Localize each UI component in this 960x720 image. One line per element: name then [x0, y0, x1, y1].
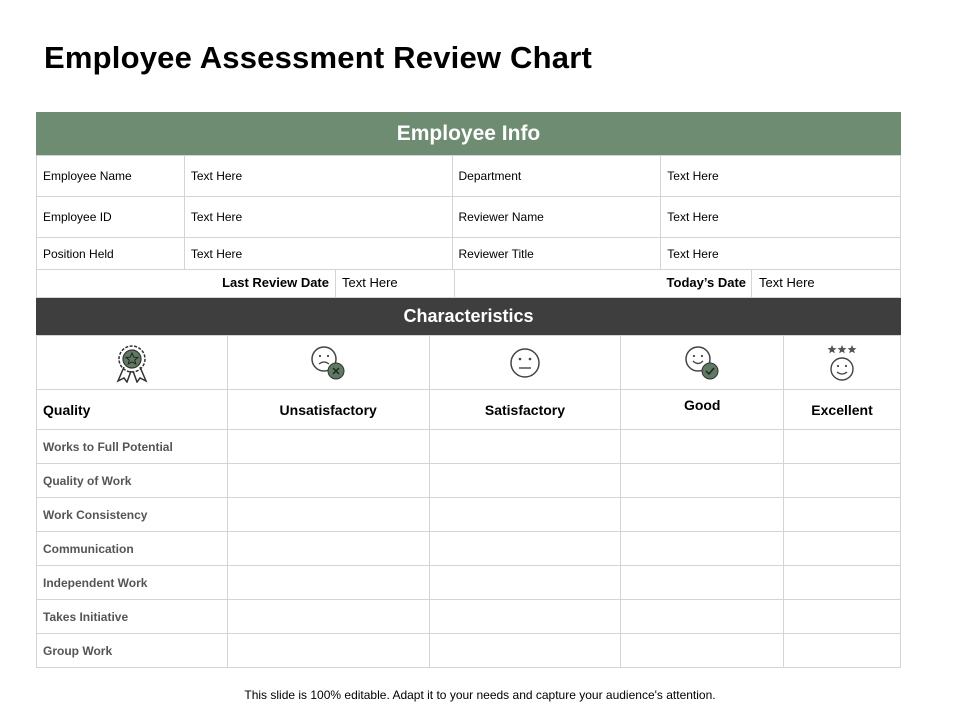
award-badge-icon [114, 343, 150, 383]
rating-cell[interactable] [429, 430, 621, 464]
rating-cell[interactable] [621, 634, 784, 668]
last-review-date-value[interactable]: Text Here [335, 269, 460, 297]
rating-cell[interactable] [784, 600, 901, 634]
rating-cell[interactable] [429, 498, 621, 532]
criterion-label: Communication [37, 532, 228, 566]
table-row [37, 566, 901, 600]
good-column-header: Good [621, 390, 784, 430]
table-row [37, 430, 901, 464]
rating-cell[interactable] [429, 600, 621, 634]
last-review-date-label: Last Review Date [222, 275, 329, 290]
smile-stars-icon [826, 343, 858, 383]
rating-cell[interactable] [621, 600, 784, 634]
field-label: Reviewer Title [452, 238, 661, 270]
table-row [37, 532, 901, 566]
table-row [37, 464, 901, 498]
table-row [37, 634, 901, 668]
icon-cell [37, 336, 228, 390]
criterion-label: Takes Initiative [37, 600, 228, 634]
neutral-face-icon [507, 345, 543, 381]
info-row [37, 238, 901, 270]
rating-cell[interactable] [429, 532, 621, 566]
rating-cell[interactable] [227, 430, 429, 464]
icon-cell [621, 336, 784, 390]
field-label: Department [452, 156, 661, 197]
info-row [37, 156, 901, 197]
rating-cell[interactable] [227, 532, 429, 566]
field-value[interactable]: Text Here [184, 238, 452, 270]
rating-cell[interactable] [784, 498, 901, 532]
rating-cell[interactable] [621, 566, 784, 600]
employee-info-header: Employee Info [36, 112, 901, 155]
icon-cell [227, 336, 429, 390]
rating-cell[interactable] [227, 600, 429, 634]
excellent-column-header: Excellent [784, 390, 901, 430]
dates-row [36, 269, 901, 298]
field-value[interactable]: Text Here [661, 197, 901, 238]
rating-cell[interactable] [784, 430, 901, 464]
quality-column-header: Quality [37, 390, 228, 430]
happy-face-check-icon [682, 343, 722, 383]
icon-row [37, 336, 901, 390]
rating-cell[interactable] [784, 532, 901, 566]
rating-cell[interactable] [784, 566, 901, 600]
table-row [37, 498, 901, 532]
icon-cell [784, 336, 901, 390]
field-value[interactable]: Text Here [184, 197, 452, 238]
unsatisfactory-column-header: Unsatisfactory [227, 390, 429, 430]
rating-cell[interactable] [227, 464, 429, 498]
rating-cell[interactable] [429, 566, 621, 600]
rating-cell[interactable] [621, 532, 784, 566]
field-value[interactable]: Text Here [661, 156, 901, 197]
field-value[interactable]: Text Here [661, 238, 901, 270]
page-title: Employee Assessment Review Chart [44, 40, 592, 75]
rating-cell[interactable] [621, 430, 784, 464]
criterion-label: Independent Work [37, 566, 228, 600]
rating-cell[interactable] [227, 634, 429, 668]
rating-cell[interactable] [784, 634, 901, 668]
characteristics-table [36, 335, 901, 668]
rating-cell[interactable] [227, 566, 429, 600]
rating-cell[interactable] [784, 464, 901, 498]
rating-cell[interactable] [227, 498, 429, 532]
characteristics-header: Characteristics [36, 298, 901, 335]
rating-cell[interactable] [621, 498, 784, 532]
table-row [37, 600, 901, 634]
criterion-label: Works to Full Potential [37, 430, 228, 464]
field-label: Employee ID [37, 197, 185, 238]
todays-date-value[interactable]: Text Here [751, 269, 904, 297]
rating-labels-row [37, 390, 901, 430]
field-label: Reviewer Name [452, 197, 661, 238]
icon-cell [429, 336, 621, 390]
criterion-label: Group Work [37, 634, 228, 668]
info-row [37, 197, 901, 238]
satisfactory-column-header: Satisfactory [429, 390, 621, 430]
criterion-label: Quality of Work [37, 464, 228, 498]
field-label: Position Held [37, 238, 185, 270]
sad-face-cross-icon [308, 343, 348, 383]
rating-cell[interactable] [621, 464, 784, 498]
footer-note: This slide is 100% editable. Adapt it to your needs and capture your audience's attention. [244, 688, 716, 702]
criterion-label: Work Consistency [37, 498, 228, 532]
rating-cell[interactable] [429, 634, 621, 668]
field-label: Employee Name [37, 156, 185, 197]
field-value[interactable]: Text Here [184, 156, 452, 197]
rating-cell[interactable] [429, 464, 621, 498]
employee-info-table [36, 155, 901, 270]
todays-date-label: Today’s Date [454, 269, 746, 297]
